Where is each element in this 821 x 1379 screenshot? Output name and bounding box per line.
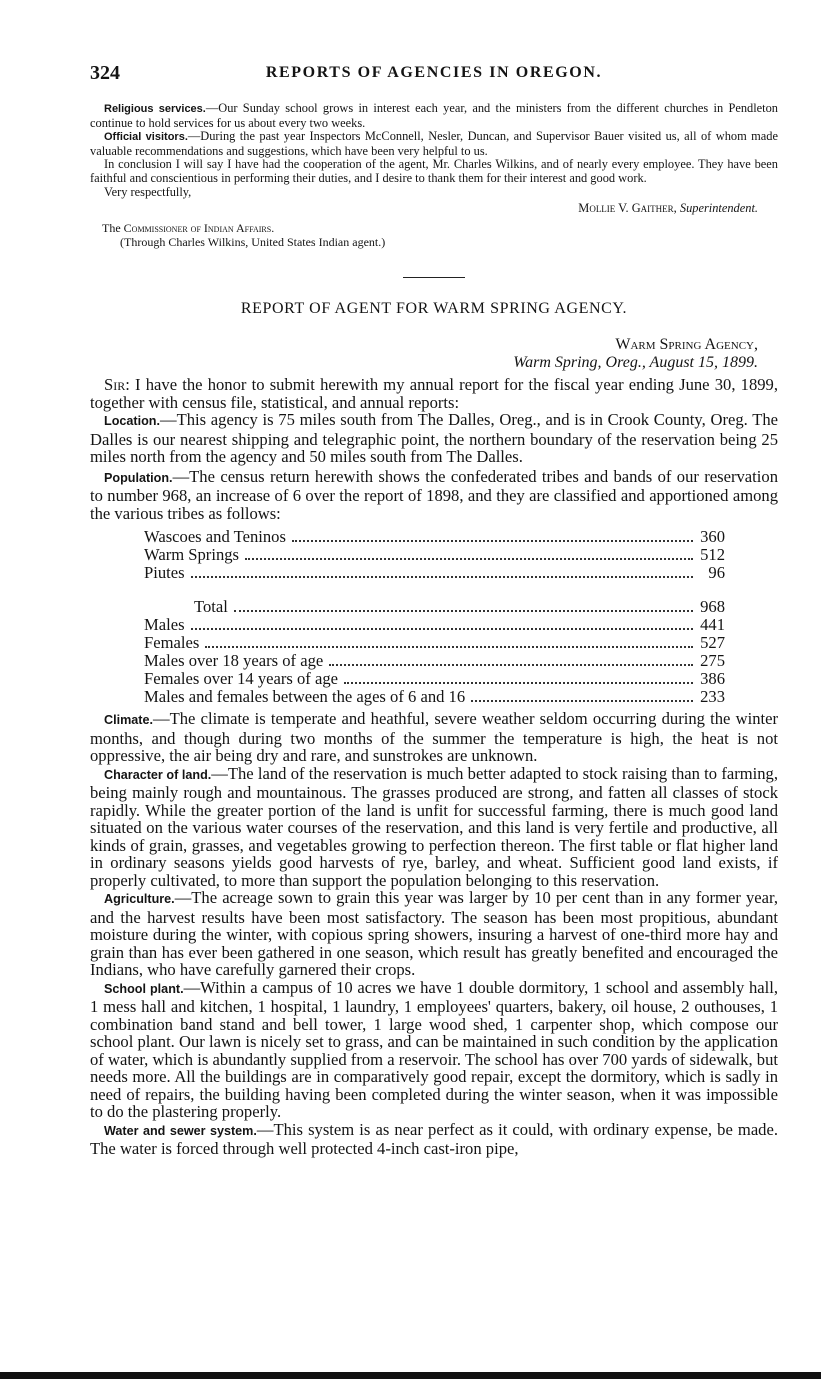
paragraph-school-plant: School plant.—Within a campus of 10 acres we have 1 double dormitory, 1 school and assembly hall, 1 mess hall and kitchen, 1 hospital, 1 laundry, 1 employees' quarters, bakery, oil house, 2 outhouses, 1 combination band stand and bell tower, 1 large wood shed, 1 carpenter shop, which compose our school plant. Our lawn is nicely set to grass, and can be maintained in such condition by the application of water, which is abundantly supplied from a reservoir. The school has over 700 yards of sidewalk, but needs more. All the buildings are in comparatively good repair, except the dormitory, which is sadly in need of repairs, the building having been completed during the winter season, when it was impossible to do the plastering properly. xyxy=(90,977,778,1122)
signature: Mollie V. Gaither, Superintendent. xyxy=(578,201,758,216)
dateline xyxy=(90,336,758,372)
section-label: Population. xyxy=(104,470,173,485)
paragraph-religious-services xyxy=(90,102,778,130)
section-label: Climate. xyxy=(104,713,153,728)
table-row-total: Total 968 xyxy=(194,597,725,617)
paragraph-character-of-land: Character of land.—The land of the reservation is much better adapted to stock raising than to farming, being mainly rough and mountainous. The grasses produced are strong, and fatten all classes of stock rapidly. While the greater portion of the land is unfit for successful farming, there is much good land situated on the various water courses of the reservation, and this land is very fertile and productive, all kinds of grain, grasses, and vegetables growing to perfection thereon. The first table or flat higher land in ordinary seasons yields good harvests of rye, barley, and wheat. Sufficient good land exists, if properly cultivated, to more than support the population belonging to this reservation. xyxy=(90,763,778,890)
closing: Very respectfully, xyxy=(104,184,192,199)
salutation: Sir: xyxy=(104,375,130,395)
addressee-office: Commissioner of Indian Affairs. xyxy=(123,221,275,236)
addressee-note: (Through Charles Wilkins, United States Indian agent.) xyxy=(120,234,386,249)
page-number: 324 xyxy=(90,62,120,84)
population-table xyxy=(144,528,725,706)
report-title: REPORT OF AGENT FOR WARM SPRING AGENCY. xyxy=(240,300,628,318)
section-label: Water and sewer system. xyxy=(104,1123,257,1138)
paragraph-text: In conclusion I will say I have had the cooperation of the agent, Mr. Charles Wilkins, and of nearly every employee. They have been faithful and conscientious in performing their duties, and I desire to thank them for their interest and good work. xyxy=(90,157,778,185)
report-body xyxy=(90,376,778,1158)
paragraph-climate: Climate.—The climate is temperate and heathful, severe weather seldom occurring during the winter months, and though during two months of the summer the temperature is high, the heat is not oppressive, the air being dry and rare, and sunstrokes are unknown. xyxy=(90,709,778,766)
paragraph-water-sewer: Water and sewer system.—This system is as near perfect as it could, with ordinary expense, be made. The water is forced through well protected 4-inch cast-iron pipe, xyxy=(90,1119,778,1159)
running-title: REPORTS OF AGENCIES IN OREGON. xyxy=(265,64,603,81)
paragraph-intro: Sir: I have the honor to submit herewith my annual report for the fiscal year ending June 30, 1899, together with census file, statistical, and annual reports: xyxy=(90,375,778,412)
paragraph-conclusion xyxy=(90,158,778,185)
paragraph-location: Location.—This agency is 75 miles south from The Dalles, Oreg., and is in Crook County, Oreg. The Dalles is our nearest shipping and telegraphic point, the northern boundary of the reservation being 25 miles north from the agency and 50 miles south from The Dalles. xyxy=(90,410,778,467)
dateline-place: Warm Spring, Oreg., August 15, 1899. xyxy=(513,354,758,372)
section-label: Agriculture. xyxy=(104,892,175,907)
paragraph-text: —Our Sunday school grows in interest each year, and the ministers from the different churches in Pendleton continue to hold services for us about every two weeks. xyxy=(90,101,778,130)
page-header xyxy=(90,62,778,88)
table-row: Piutes 96 xyxy=(144,563,725,583)
paragraph-official-visitors xyxy=(90,130,778,158)
paragraph-population: Population.—The census return herewith shows the confederated tribes and bands of our reservation to number 968, an increase of 6 over the report of 1898, and they are classified and apportioned among the various tribes as follows: xyxy=(90,466,778,523)
section-label: Religious services. xyxy=(104,103,206,115)
paragraph-text: —During the past year Inspectors McConnell, Nesler, Duncan, and Supervisor Bauer visited us, all of whom made valuable recommendations and suggestions, which have been very helpful to us. xyxy=(90,129,778,158)
table-row: Females 527 xyxy=(144,633,725,653)
section-label: Character of land. xyxy=(104,767,212,782)
dateline-agency: Warm Spring Agency, xyxy=(615,336,758,354)
paragraph-agriculture: Agriculture.—The acreage sown to grain this year was larger by 10 per cent than in any former year, and the harvest results have been most satisfactory. The season has been most propitious, abundant moisture during the winter, with copious spring showers, insuring a harvest of one-third more hay and grain than has ever been gathered in one season, which result has greatly benefited and encouraged the Indians, who have carefully garnered their crops. xyxy=(90,888,778,980)
document-page xyxy=(90,62,778,1158)
table-row: Females over 14 years of age 386 xyxy=(144,669,725,689)
section-divider xyxy=(403,277,465,278)
signature-title: Superintendent. xyxy=(679,201,758,216)
previous-report-section xyxy=(90,102,778,199)
table-row: Males 441 xyxy=(144,615,725,635)
table-row: Warm Springs 512 xyxy=(144,545,725,565)
signature-name: Mollie V. Gaither xyxy=(578,201,674,216)
table-row: Wascoes and Teninos 360 xyxy=(144,527,725,547)
addressee: The Commissioner of Indian Affairs. xyxy=(102,221,275,236)
table-row: Males and females between the ages of 6 and 16 233 xyxy=(144,687,725,707)
table-row: Males over 18 years of age 275 xyxy=(144,651,725,671)
section-label: School plant. xyxy=(104,981,184,996)
section-label: Location. xyxy=(104,414,160,429)
scan-edge xyxy=(0,1372,821,1379)
section-label: Official visitors. xyxy=(104,131,188,144)
